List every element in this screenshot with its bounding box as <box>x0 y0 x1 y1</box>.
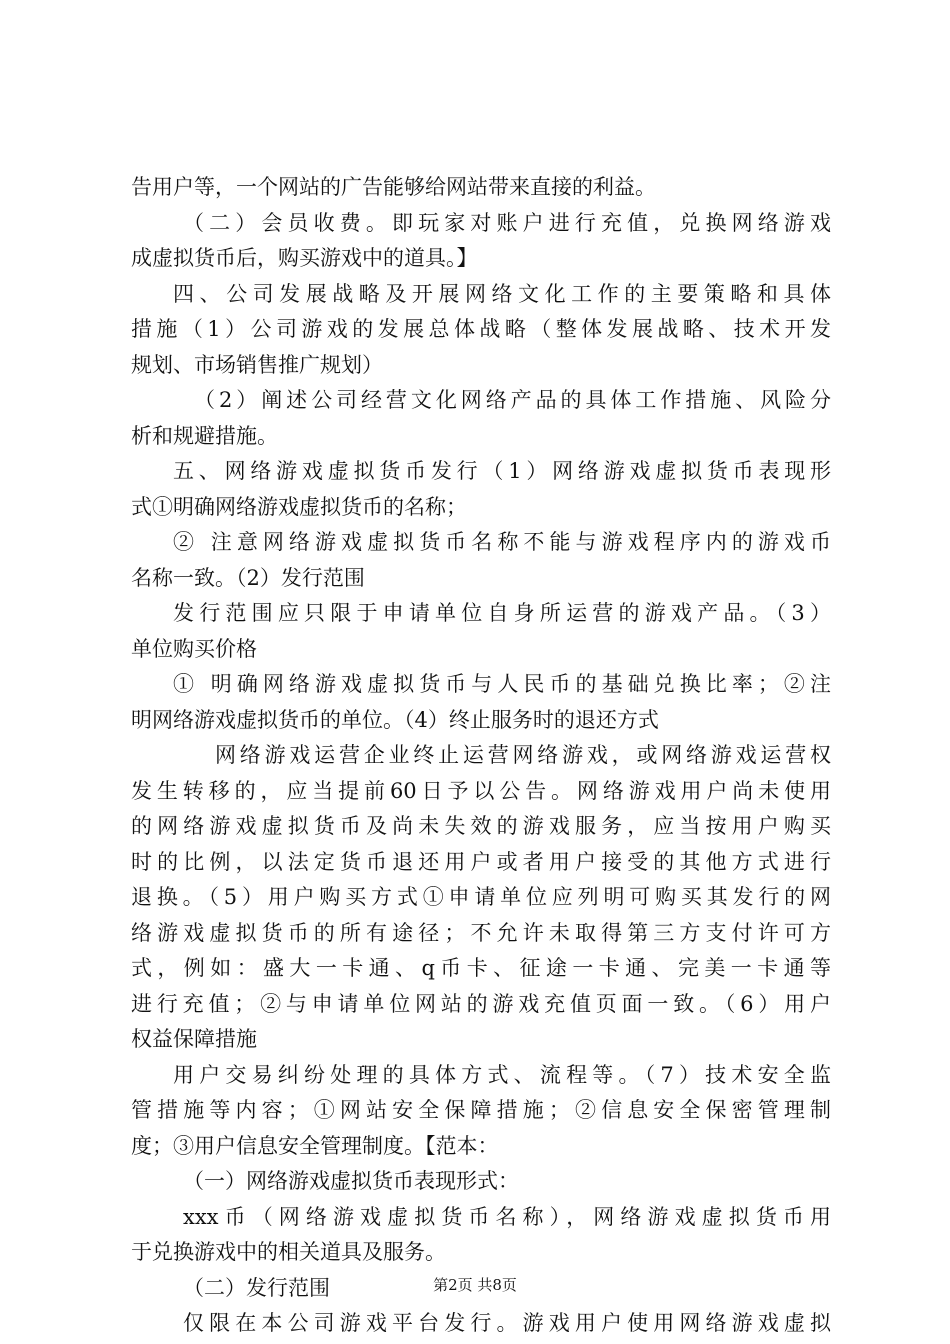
text-line: 时的比例，以法定货币退还用户或者用户接受的其他方式进行 <box>131 849 831 874</box>
text-line: （一）网络游戏虚拟货币表现形式： <box>183 1169 519 1193</box>
text-line: 析和规避措施。 <box>131 423 278 448</box>
text-line: 发行范围应只限于申请单位自身所运营的游戏产品。（3） <box>173 601 831 625</box>
text-line: 名称一致。（2）发行范围 <box>131 565 365 590</box>
text-line: 措施（1）公司游戏的发展总体战略（整体发展战略、技术开发 <box>131 317 831 341</box>
text-line: 四、公司发展战略及开展网络文化工作的主要策略和具体 <box>173 281 831 306</box>
text-line: 明网络游戏虚拟货币的单位。（4）终止服务时的退还方式 <box>131 707 659 732</box>
text-line: 权益保障措施 <box>131 1027 257 1051</box>
text-line: 的网络游戏虚拟货币及尚未失效的游戏服务，应当按用户购买 <box>131 814 831 838</box>
text-line: （2）阐述公司经营文化网络产品的具体工作措施、风险分 <box>194 388 831 412</box>
text-line: 式①明确网络游戏虚拟货币的名称； <box>131 494 467 519</box>
document-body <box>131 170 831 1342</box>
text-line: 式，例如：盛大一卡通、q币卡、征途一卡通、完美一卡通等 <box>131 956 831 980</box>
text-line: 网络游戏运营企业终止运营网络游戏，或网络游戏运营权 <box>215 743 831 767</box>
text-line: 发生转移的，应当提前60日予以公告。网络游戏用户尚未使用 <box>131 778 831 803</box>
text-line: 仅限在本公司游戏平台发行。游戏用户使用网络游戏虚拟 <box>183 1311 831 1335</box>
text-line: xxx币（网络游戏虚拟货币名称），网络游戏虚拟货币用 <box>183 1204 831 1229</box>
page-number-footer: 第2页 共8页 <box>433 1276 517 1294</box>
text-line: （二）会员收费。即玩家对账户进行充值，兑换网络游戏 <box>183 210 831 235</box>
text-line: ② 注意网络游戏虚拟货币名称不能与游戏程序内的游戏币 <box>173 530 831 554</box>
text-line: 成虚拟货币后，购买游戏中的道具。】 <box>131 246 478 270</box>
text-line: 于兑换游戏中的相关道具及服务。 <box>131 1240 446 1264</box>
text-line: 五、网络游戏虚拟货币发行（1）网络游戏虚拟货币表现形 <box>173 459 831 483</box>
text-line: 管措施等内容；①网站安全保障措施；②信息安全保密管理制 <box>131 1098 831 1122</box>
text-line: ① 明确网络游戏虚拟货币与人民币的基础兑换比率；②注 <box>173 672 831 696</box>
text-line: 退换。（5）用户购买方式①申请单位应列明可购买其发行的网 <box>131 885 831 909</box>
text-line: （二）发行范围 <box>183 1275 330 1300</box>
text-line: 单位购买价格 <box>131 636 257 661</box>
text-line: 规划、市场销售推广规划） <box>131 352 383 377</box>
text-line: 进行充值；②与申请单位网站的游戏充值页面一致。（6）用户 <box>131 991 831 1016</box>
text-line: 用户交易纠纷处理的具体方式、流程等。（7）技术安全监 <box>173 1062 831 1087</box>
text-line: 络游戏虚拟货币的所有途径；不允许未取得第三方支付许可方 <box>131 920 831 945</box>
text-line: 告用户等，一个网站的广告能够给网站带来直接的利益。 <box>131 175 656 199</box>
text-line: 度；③用户信息安全管理制度。【范本： <box>131 1133 499 1158</box>
